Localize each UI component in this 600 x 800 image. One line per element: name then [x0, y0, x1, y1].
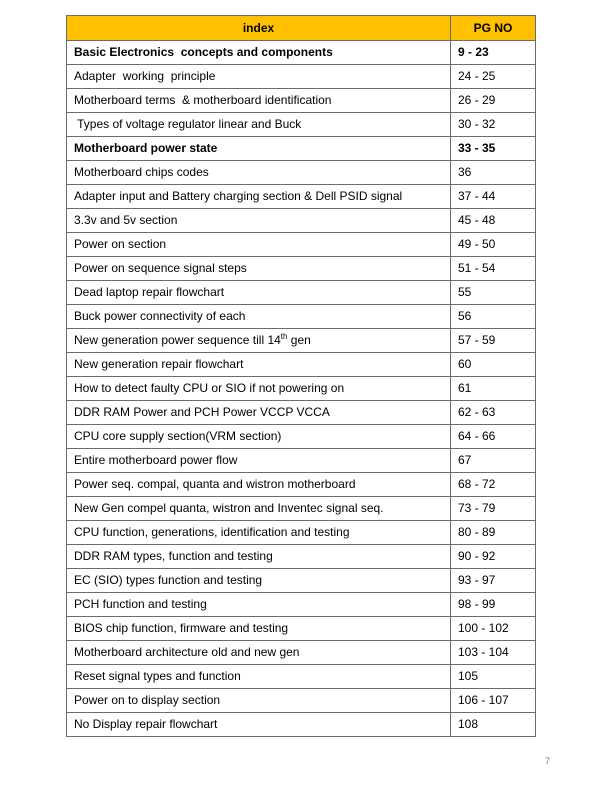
topic-text: DDR RAM types, function and testing — [74, 549, 273, 563]
index-row-topic — [67, 353, 451, 377]
index-row-page: 105 — [451, 665, 536, 689]
index-row-topic — [67, 185, 451, 209]
index-row — [67, 209, 536, 233]
topic-text: CPU function, generations, identification and testing — [74, 525, 350, 539]
topic-text: Power seq. compal, quanta and wistron motherboard — [74, 477, 356, 491]
index-row — [67, 617, 536, 641]
topic-text: Power on sequence signal steps — [74, 261, 247, 275]
index-row-page: 67 — [451, 449, 536, 473]
index-row — [67, 425, 536, 449]
index-row-page: 60 — [451, 353, 536, 377]
index-row — [67, 161, 536, 185]
index-row-page: 9 - 23 — [451, 41, 536, 65]
index-row — [67, 41, 536, 65]
index-row-topic — [67, 545, 451, 569]
index-row-topic — [67, 41, 451, 65]
index-row-topic — [67, 113, 451, 137]
index-row-topic — [67, 401, 451, 425]
index-row-topic — [67, 569, 451, 593]
index-row-page: 80 - 89 — [451, 521, 536, 545]
index-row-page: 90 - 92 — [451, 545, 536, 569]
index-row-topic — [67, 257, 451, 281]
topic-text: Basic Electronics concepts and components — [74, 45, 333, 59]
index-row-topic — [67, 641, 451, 665]
index-row — [67, 185, 536, 209]
index-row — [67, 521, 536, 545]
index-body — [67, 41, 536, 737]
index-row — [67, 665, 536, 689]
index-row — [67, 329, 536, 353]
index-row — [67, 593, 536, 617]
index-header-row — [67, 16, 536, 41]
index-row-topic — [67, 713, 451, 737]
topic-text: Adapter working principle — [74, 69, 216, 83]
index-row-page: 98 - 99 — [451, 593, 536, 617]
index-row-topic — [67, 473, 451, 497]
index-row-topic — [67, 497, 451, 521]
topic-text: How to detect faulty CPU or SIO if not powering on — [74, 381, 345, 395]
topic-text: Entire motherboard power flow — [74, 453, 238, 467]
index-row-topic — [67, 305, 451, 329]
index-row-topic — [67, 233, 451, 257]
topic-text: Motherboard architecture old and new gen — [74, 645, 300, 659]
index-row-topic — [67, 689, 451, 713]
topic-text: New generation power sequence till 14 — [74, 333, 281, 347]
topic-text: New Gen compel quanta, wistron and Inventec signal seq. — [74, 501, 384, 515]
index-row — [67, 497, 536, 521]
index-row — [67, 377, 536, 401]
topic-text: Reset signal types and function — [74, 669, 241, 683]
index-header-topic: index — [67, 16, 451, 41]
index-row-page: 100 - 102 — [451, 617, 536, 641]
index-row-page: 51 - 54 — [451, 257, 536, 281]
index-row-page: 62 - 63 — [451, 401, 536, 425]
index-row-topic — [67, 665, 451, 689]
index-table — [66, 15, 536, 737]
topic-text: Dead laptop repair flowchart — [74, 285, 225, 299]
index-row-page: 36 — [451, 161, 536, 185]
index-row-page: 93 - 97 — [451, 569, 536, 593]
index-row — [67, 257, 536, 281]
index-row-page: 37 - 44 — [451, 185, 536, 209]
index-row — [67, 449, 536, 473]
topic-text: Power on to display section — [74, 693, 221, 707]
index-row — [67, 641, 536, 665]
index-row-topic — [67, 425, 451, 449]
index-row — [67, 137, 536, 161]
topic-text: DDR RAM Power and PCH Power VCCP VCCA — [74, 405, 330, 419]
index-row — [67, 713, 536, 737]
topic-text: Motherboard terms & motherboard identification — [74, 93, 332, 107]
index-row — [67, 281, 536, 305]
index-row — [67, 689, 536, 713]
topic-text: Motherboard chips codes — [74, 165, 209, 179]
index-row-page: 49 - 50 — [451, 233, 536, 257]
index-row-page: 33 - 35 — [451, 137, 536, 161]
index-row-topic — [67, 65, 451, 89]
index-row — [67, 89, 536, 113]
index-row-page: 56 — [451, 305, 536, 329]
topic-text: New generation repair flowchart — [74, 357, 244, 371]
index-row-page: 57 - 59 — [451, 329, 536, 353]
index-row-page: 106 - 107 — [451, 689, 536, 713]
topic-text: CPU core supply section(VRM section) — [74, 429, 282, 443]
index-row-topic — [67, 89, 451, 113]
topic-text: BIOS chip function, firmware and testing — [74, 621, 289, 635]
index-row-page: 24 - 25 — [451, 65, 536, 89]
topic-text: No Display repair flowchart — [74, 717, 218, 731]
index-row-topic — [67, 593, 451, 617]
topic-text: EC (SIO) types function and testing — [74, 573, 263, 587]
index-row-topic — [67, 617, 451, 641]
index-row-page: 64 - 66 — [451, 425, 536, 449]
index-row-topic — [67, 281, 451, 305]
index-row-page: 73 - 79 — [451, 497, 536, 521]
topic-text: PCH function and testing — [74, 597, 207, 611]
topic-text: Types of voltage regulator linear and Buck — [74, 117, 302, 131]
index-row-page: 68 - 72 — [451, 473, 536, 497]
topic-superscript: th — [280, 332, 288, 341]
index-row — [67, 233, 536, 257]
index-row-page: 61 — [451, 377, 536, 401]
index-row-topic — [67, 209, 451, 233]
topic-text: Buck power connectivity of each — [74, 309, 246, 323]
index-row-topic — [67, 161, 451, 185]
topic-text: Adapter input and Battery charging section & Dell PSID signal — [74, 189, 403, 203]
index-row — [67, 569, 536, 593]
index-row-page: 45 - 48 — [451, 209, 536, 233]
page-number: 7 — [545, 756, 551, 766]
index-row-page: 26 - 29 — [451, 89, 536, 113]
index-row-topic — [67, 377, 451, 401]
topic-text: Motherboard power state — [74, 141, 218, 155]
index-row — [67, 545, 536, 569]
index-row-page: 30 - 32 — [451, 113, 536, 137]
index-row-page: 108 — [451, 713, 536, 737]
index-row — [67, 305, 536, 329]
index-row-topic — [67, 137, 451, 161]
topic-text: 3.3v and 5v section — [74, 213, 178, 227]
index-row-page: 55 — [451, 281, 536, 305]
topic-text: Power on section — [74, 237, 167, 251]
index-row-topic — [67, 449, 451, 473]
topic-tail: gen — [287, 333, 311, 347]
index-header-page: PG NO — [451, 16, 536, 41]
index-row — [67, 113, 536, 137]
index-row — [67, 401, 536, 425]
index-row-topic — [67, 521, 451, 545]
index-row — [67, 353, 536, 377]
index-row-page: 103 - 104 — [451, 641, 536, 665]
index-row-topic — [67, 329, 451, 353]
index-row — [67, 473, 536, 497]
index-row — [67, 65, 536, 89]
